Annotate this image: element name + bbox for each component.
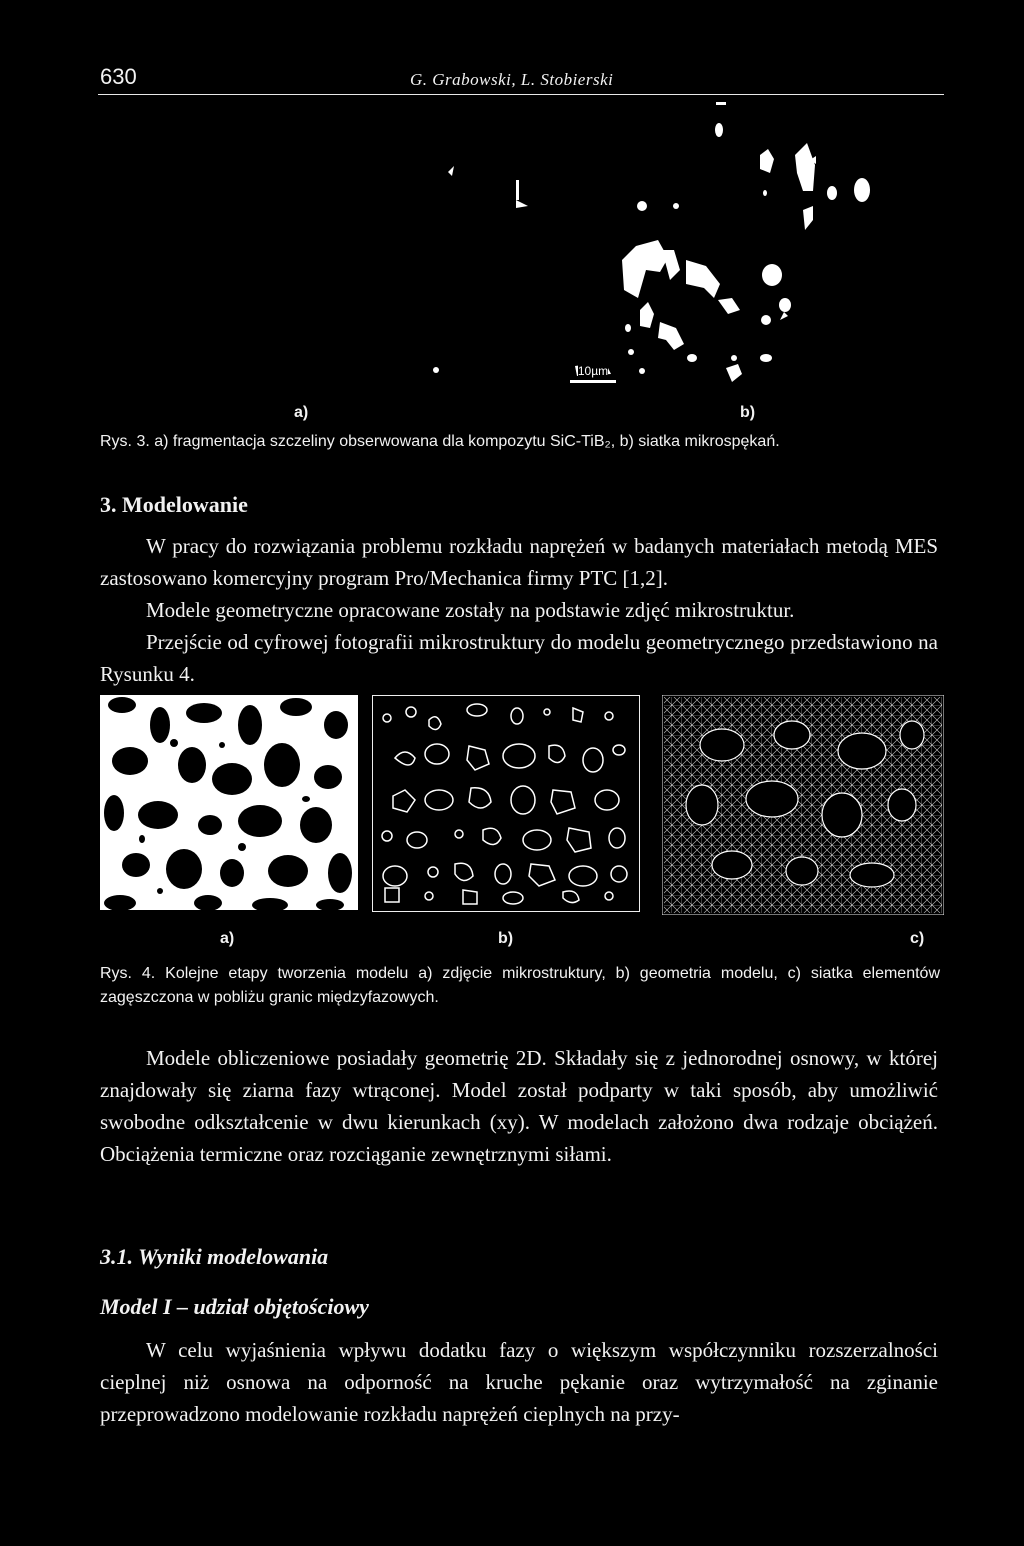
paragraph-1 [100,530,938,690]
running-title: G. Grabowski, L. Stobierski [410,70,614,89]
figure4-label-c: c) [910,930,925,947]
figure3-label-a: a) [294,404,309,421]
microstructure-photo [100,695,358,910]
page-number: 630 [100,64,137,89]
microcrack-network-image [400,100,900,400]
geometry-model-outline [373,696,639,911]
paragraph-1-sentence-1: W pracy do rozwiązania problemu rozkładu naprężeń w badanych materiałach metodą MES zastosowano komercyjny program Pro/Mechanica firmy PTC [1,2]. [100,534,938,590]
header-rule [98,94,944,95]
scale-bar-label: 10µm [577,364,609,378]
element-mesh-image [662,695,944,915]
model-subheading: Model I – udział objętościowy [100,1294,369,1319]
figure3-label-b: b) [740,404,756,421]
figure3b-image [400,100,900,400]
figure4b-image [372,695,640,912]
figure4-label-a: a) [220,930,235,947]
figure4-caption: Rys. 4. Kolejne etapy tworzenia modelu a) zdjęcie mikrostruktury, b) geometria modelu, c) siatka elementów zagęszczona w pobliżu granic międzyfazowych. [100,965,940,1006]
paragraph-3: W celu wyjaśnienia wpływu dodatku fazy o większym współczynniku rozszerzalności cieplnej niż osnowa na odporność na kruche pękanie oraz wytrzymałość na zginanie przeprowadzono modelowanie rozkładu naprężeń cieplnych na przy- [100,1338,938,1426]
paragraph-2: Modele obliczeniowe posiadały geometrię 2D. Składały się z jednorodnej osnowy, w której znajdowały się ziarna fazy wtrąconej. Model został podparty w taki sposób, aby umożliwić swobodne odkształcenie w dwu kierunkach (xy). W modelach założono dwa rodzaje obciążeń. Obciążenia termiczne oraz rozciąganie zewnętrznymi siłami. [100,1046,938,1166]
subsection-heading: 3.1. Wyniki modelowania [100,1244,329,1269]
figure4-label-b: b) [498,930,514,947]
section-heading: 3. Modelowanie [100,492,248,517]
paragraph-1-sentence-2: Modele geometryczne opracowane zostały na podstawie zdjęć mikrostruktur. [146,598,795,622]
paragraph-1-sentence-3: Przejście od cyfrowej fotografii mikrostruktury do modelu geometrycznego przedstawiono na Rysunku 4. [100,630,938,686]
figure4c-image [662,695,944,915]
figure3-caption: Rys. 3. a) fragmentacja szczeliny obserwowana dla kompozytu SiC-TiB₂, b) siatka mikrospękań. [100,433,780,450]
figure4a-image [100,695,358,910]
